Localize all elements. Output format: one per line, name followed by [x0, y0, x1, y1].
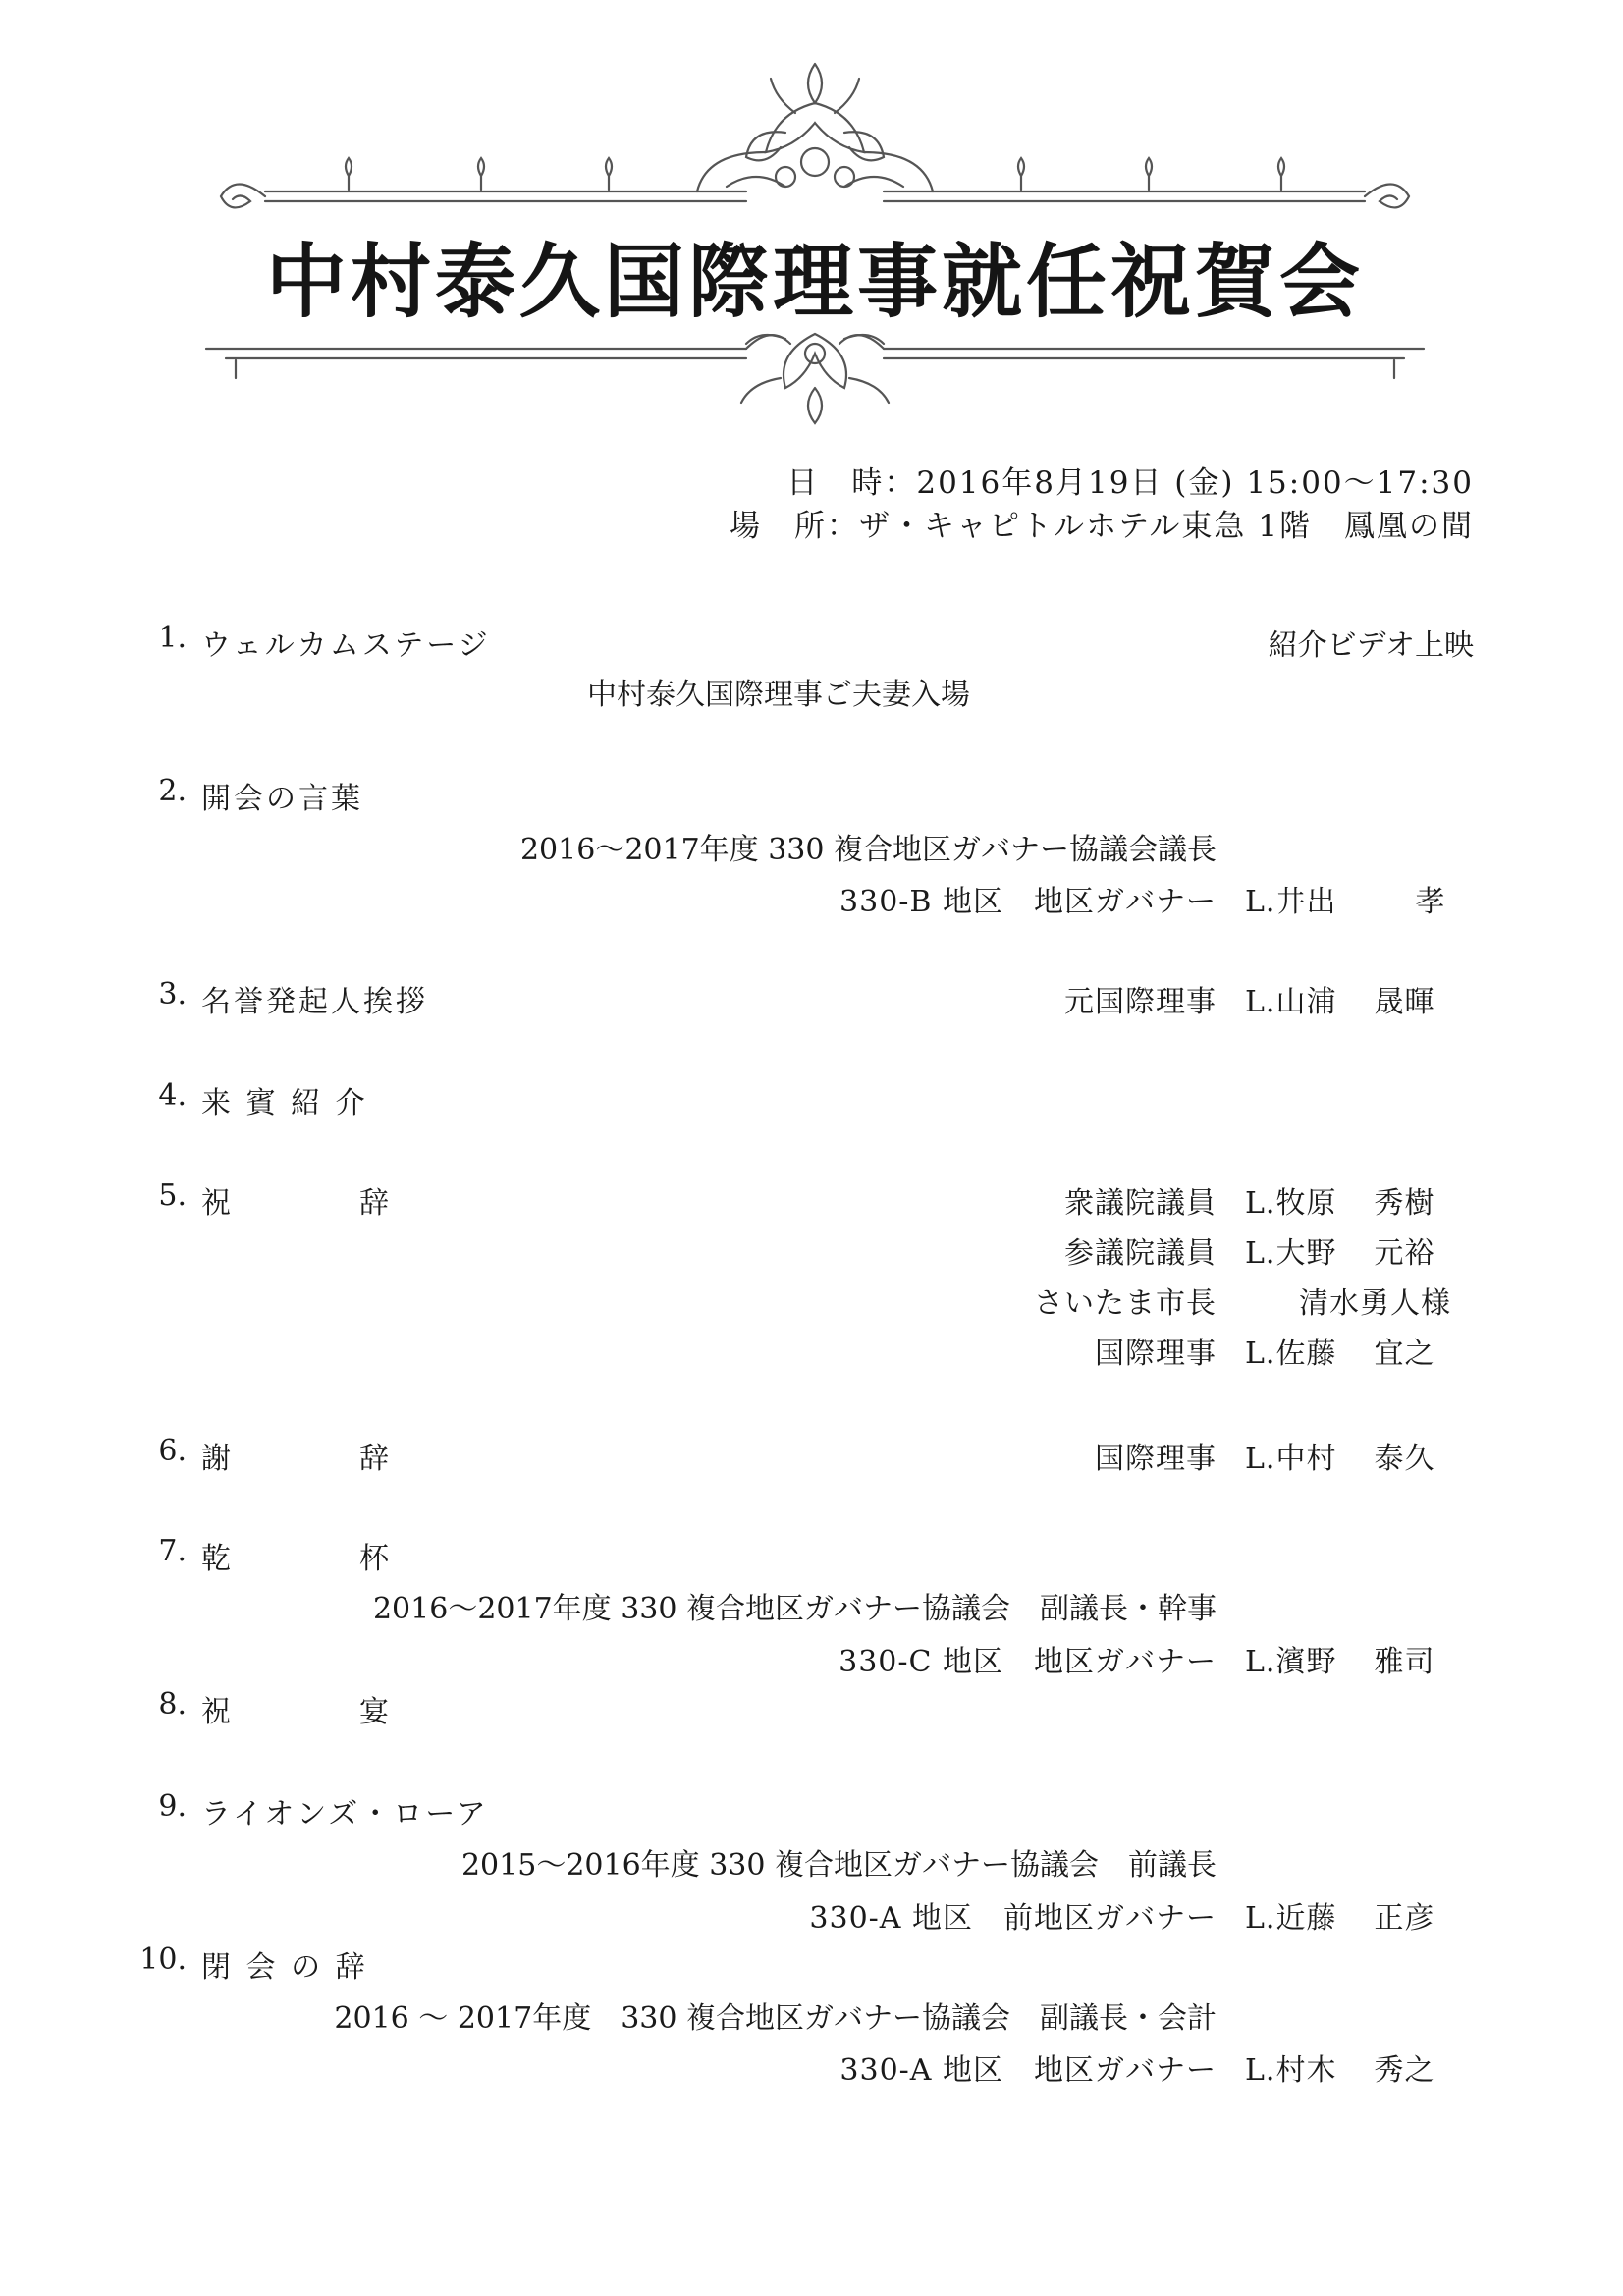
speaker-role: 330-B 地区 地区ガバナー — [839, 885, 1217, 919]
speaker-role: 330-A 地区 前地区ガバナー — [809, 1901, 1217, 1936]
name-surname: 井出 — [1275, 885, 1337, 919]
item-number: 1. — [158, 621, 187, 655]
speaker-name — [1245, 877, 1445, 920]
speaker-role: 衆議院議員 — [1064, 1186, 1217, 1221]
name-surname: 近藤 — [1275, 1901, 1337, 1936]
item-label: ウェルカムステージ — [201, 629, 491, 663]
place-value: ザ・キャピトルホテル東急 1階 鳳凰の間 — [858, 509, 1474, 544]
item-label: 来 賓 紹 介 — [201, 1086, 368, 1121]
item-number: 4. — [158, 1078, 187, 1113]
place-label: 場 所 — [729, 509, 827, 544]
name-given: 雅司 — [1374, 1645, 1435, 1679]
speaker-title: 2016～2017年度 330 複合地区ガバナー協議会議長 — [519, 833, 1217, 867]
speaker-role: さいたま市長 — [1034, 1286, 1217, 1321]
item-number: 9. — [158, 1789, 187, 1824]
name-given: 孝 — [1415, 885, 1446, 919]
item-number: 10. — [139, 1942, 187, 1977]
item-number: 6. — [158, 1434, 187, 1468]
event-date: 日 時：2016年8月19日 (金) 15:00～17:30 — [786, 465, 1474, 501]
item-label — [201, 1534, 392, 1577]
item-number: 5. — [158, 1178, 187, 1213]
speaker-title: 2016～2017年度 330 複合地区ガバナー協議会 副議長・幹事 — [372, 1592, 1217, 1626]
item-number: 7. — [158, 1534, 187, 1568]
speaker-role: 330-C 地区 地区ガバナー — [839, 1645, 1217, 1679]
speaker-name — [1245, 1637, 1434, 1680]
speaker-title: 2015～2016年度 330 複合地区ガバナー協議会 前議長 — [460, 1848, 1217, 1883]
speaker-role: 330-A 地区 地区ガバナー — [839, 2053, 1217, 2088]
name-full: 清水勇人様 — [1299, 1286, 1451, 1321]
speaker-name — [1245, 1229, 1434, 1272]
name-given: 泰久 — [1374, 1442, 1435, 1476]
name-given: 元裕 — [1374, 1236, 1435, 1271]
name-given: 秀之 — [1374, 2053, 1435, 2088]
name-prefix: L. — [1245, 1442, 1276, 1476]
name-given: 正彦 — [1374, 1901, 1435, 1936]
speaker-name — [1245, 2046, 1434, 2089]
item-label: 開会の言葉 — [201, 782, 363, 816]
label-part-b: 辞 — [359, 1186, 392, 1221]
name-prefix: L. — [1245, 1236, 1276, 1271]
name-given: 晟暉 — [1374, 985, 1435, 1019]
name-surname: 村木 — [1275, 2053, 1337, 2088]
speaker-name — [1299, 1279, 1451, 1322]
item-number: 8. — [158, 1687, 187, 1722]
name-surname: 佐藤 — [1275, 1337, 1337, 1371]
label-part-a: 祝 — [201, 1186, 234, 1221]
item-label — [201, 1687, 392, 1730]
name-surname: 大野 — [1275, 1236, 1337, 1271]
name-prefix: L. — [1245, 1186, 1276, 1221]
date-label: 日 時 — [786, 465, 885, 501]
item-subtext: 中村泰久国際理事ご夫妻入場 — [587, 678, 970, 712]
name-surname: 山浦 — [1275, 985, 1337, 1019]
label-part-b: 辞 — [359, 1442, 392, 1476]
name-given: 宜之 — [1374, 1337, 1435, 1371]
label-part-a: 謝 — [201, 1442, 234, 1476]
label-part-b: 宴 — [359, 1695, 392, 1729]
name-surname: 中村 — [1275, 1442, 1337, 1476]
name-prefix: L. — [1245, 1645, 1276, 1679]
item-number: 2. — [158, 774, 187, 808]
item-label: 名誉発起人挨拶 — [201, 985, 428, 1019]
label-part-a: 乾 — [201, 1542, 234, 1576]
speaker-role: 元国際理事 — [1064, 985, 1217, 1019]
item-label: 閉 会 の 辞 — [201, 1950, 368, 1985]
name-given: 秀樹 — [1374, 1186, 1435, 1221]
name-prefix: L. — [1245, 985, 1276, 1019]
label-part-a: 祝 — [201, 1695, 234, 1729]
name-surname: 牧原 — [1275, 1186, 1337, 1221]
name-prefix: L. — [1245, 1901, 1276, 1936]
speaker-name — [1245, 1434, 1434, 1477]
speaker-role: 参議院議員 — [1064, 1236, 1217, 1271]
speaker-role: 国際理事 — [1095, 1442, 1217, 1476]
speaker-name — [1245, 1329, 1434, 1372]
page-title: 中村泰久国際理事就任祝賀会 — [265, 235, 1364, 329]
name-prefix: L. — [1245, 2053, 1276, 2088]
speaker-name — [1245, 977, 1434, 1020]
item-number: 3. — [158, 977, 187, 1011]
event-venue: 場 所：ザ・キャピトルホテル東急 1階 鳳凰の間 — [729, 509, 1474, 544]
item-note: 紹介ビデオ上映 — [1268, 629, 1474, 663]
item-label: ライオンズ・ローア — [201, 1797, 489, 1831]
label-part-b: 杯 — [359, 1542, 392, 1576]
name-prefix: L. — [1245, 1337, 1276, 1371]
date-value: 2016年8月19日 (金) 15:00～17:30 — [916, 465, 1474, 501]
item-label — [201, 1434, 392, 1477]
speaker-name — [1245, 1893, 1434, 1937]
name-surname: 濱野 — [1275, 1645, 1337, 1679]
item-label — [201, 1178, 392, 1222]
speaker-name — [1245, 1178, 1434, 1222]
speaker-title: 2016 ～ 2017年度 330 複合地区ガバナー協議会 副議長・会計 — [334, 2001, 1217, 2036]
speaker-role: 国際理事 — [1095, 1337, 1217, 1371]
name-prefix: L. — [1245, 885, 1276, 919]
